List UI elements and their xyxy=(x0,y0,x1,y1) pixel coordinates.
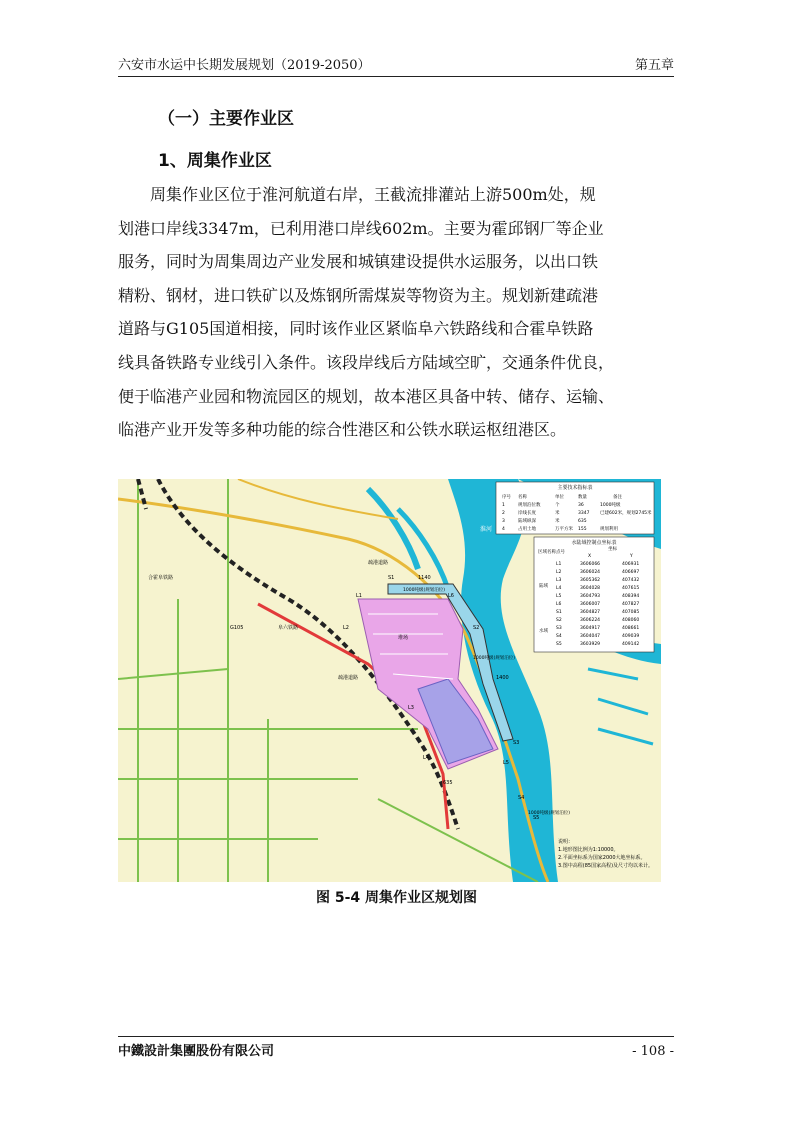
table1-cell: 1000吨级 xyxy=(600,503,621,508)
table2-cell: 3606007 xyxy=(580,602,601,607)
control-point-table xyxy=(534,537,654,652)
rail-label: 合霍阜铁路 xyxy=(148,575,174,581)
note-line: 2.平面坐标系为国家2000大地坐标系。 xyxy=(558,855,646,861)
table2-cell: L1 xyxy=(556,562,562,567)
table2-cell: 3604917 xyxy=(580,626,601,631)
table1-cell: 3347 xyxy=(578,511,590,516)
section-title: （一）主要作业区 xyxy=(158,109,294,129)
point-label: L2 xyxy=(343,625,349,631)
tech-index-table xyxy=(496,482,654,534)
table2-cell: 3606066 xyxy=(580,562,601,567)
page-header xyxy=(118,52,674,74)
table2-cell: 409142 xyxy=(622,642,640,647)
note-line: 3.图中高程(85国家高程)及尺寸均以米计。 xyxy=(558,863,654,869)
table1-cell: 米 xyxy=(555,519,560,524)
table2-cell: 3605362 xyxy=(580,578,601,583)
water-label: 水域 xyxy=(539,629,548,634)
table1-cell: 米 xyxy=(555,511,560,516)
table2-cell: L6 xyxy=(556,602,562,607)
table2-cell: 3604047 xyxy=(580,634,601,639)
berth-label: 1000吨级(规划泊位) xyxy=(528,811,570,816)
table1-cell: 2 xyxy=(502,511,505,516)
map-svg xyxy=(118,479,661,882)
paragraph-line: 划港口岸线3347m，已利用港口岸线602m。主要为霍邱钢厂等企业 xyxy=(118,218,604,238)
table2-cell: L3 xyxy=(556,578,562,583)
table1-header: 数量 xyxy=(578,495,587,500)
table2-cell: 409039 xyxy=(622,634,640,639)
paragraph-line: 服务，同时为周集周边产业发展和城镇建设提供水运服务，以出口铁 xyxy=(118,252,599,272)
paragraph-line: 道路与G105国道相接，同时该作业区紧临阜六铁路线和合霍阜铁路 xyxy=(118,319,594,339)
point-label: L4 xyxy=(423,755,429,761)
paragraph-line: 周集作业区位于淮河航道右岸，王截流排灌站上游500m处，规 xyxy=(118,185,596,204)
table2-cell: L5 xyxy=(556,594,562,599)
table1-title: 主要技术指标表 xyxy=(557,485,593,491)
table2-header: 区域名称 xyxy=(538,550,556,555)
river-label: 淮河 xyxy=(480,526,493,533)
table2-cell: 3606224 xyxy=(580,618,601,623)
table1-header: 名称 xyxy=(518,495,527,500)
body-paragraph xyxy=(118,178,674,447)
yard-label: 堆场 xyxy=(398,635,409,641)
dimension-label: 1140 xyxy=(418,575,431,581)
page-number: - 108 - xyxy=(632,1044,674,1059)
point-label: S3 xyxy=(513,740,520,746)
table1-cell: 岸线长度 xyxy=(518,511,536,516)
table2-cell: 408661 xyxy=(622,626,640,631)
rail-label: 阜六铁路 xyxy=(278,625,299,631)
company-name: 中鐵設計集團股份有限公司 xyxy=(118,1044,275,1059)
document-title: 六安市水运中长期发展规划（2019-2050） xyxy=(118,58,371,73)
table1-cell: 36 xyxy=(578,503,584,508)
table2-cell: S3 xyxy=(556,626,562,631)
table2-cell: 407085 xyxy=(622,610,640,615)
table1-cell: 1 xyxy=(502,503,505,508)
chapter-label: 第五章 xyxy=(634,58,674,73)
paragraph-line: 线具备铁路专业线引入条件。该段岸线后方陆域空旷，交通条件优良， xyxy=(118,352,615,372)
dimension-label: 635 xyxy=(443,780,453,786)
table1-cell: 规划泊位数 xyxy=(518,503,541,508)
table2-cell: 408394 xyxy=(622,594,640,599)
berth-label: 1000吨级(规划泊位) xyxy=(403,588,445,593)
table1-cell: 4 xyxy=(502,527,505,532)
table2-cell: 407432 xyxy=(622,578,640,583)
table2-cell: 3606024 xyxy=(580,570,601,575)
table2-cell: 406931 xyxy=(622,562,640,567)
port-planning-map xyxy=(118,479,661,882)
paragraph-line: 临港产业开发等多种功能的综合性港区和公铁水联运枢纽港区。 xyxy=(118,420,567,440)
footer-rule xyxy=(118,1036,674,1037)
table1-header: 备注 xyxy=(613,495,622,500)
note-line: 1.地形图比例为1:10000。 xyxy=(558,847,619,853)
table2-cell: 407615 xyxy=(622,586,640,591)
g105-label: G105 xyxy=(230,625,244,631)
table2-cell: S2 xyxy=(556,618,562,623)
berth-label: 1000吨级(规划泊位) xyxy=(473,656,515,661)
table1-cell: 个 xyxy=(555,503,560,508)
table2-subheader: X xyxy=(588,554,592,559)
point-label: L3 xyxy=(408,705,414,711)
table1-cell: 155 xyxy=(578,527,587,532)
table1-cell: 规划利用 xyxy=(600,527,618,532)
table2-title: 水陆域控制点坐标表 xyxy=(571,540,617,546)
table1-cell: 已建602米，规划2745米 xyxy=(600,511,652,516)
table2-header: 点号 xyxy=(556,550,565,555)
table2-header: 坐标 xyxy=(608,547,617,552)
point-label: S2 xyxy=(473,625,480,631)
point-label: L5 xyxy=(503,760,509,766)
table2-cell: S5 xyxy=(556,642,562,647)
table2-cell: 408060 xyxy=(622,618,640,623)
table1-cell: 635 xyxy=(578,519,587,524)
table2-cell: 3604827 xyxy=(580,610,601,615)
table2-cell: L4 xyxy=(556,586,562,591)
table2-cell: 3604028 xyxy=(580,586,601,591)
point-label: S1 xyxy=(388,575,395,581)
dimension-label: 1400 xyxy=(496,675,509,681)
paragraph-line: 便于临港产业园和物流园区的规划，故本港区具备中转、储存、运输、 xyxy=(118,386,615,406)
table2-cell: 3603929 xyxy=(580,642,601,647)
land-label: 陆域 xyxy=(539,584,548,589)
table2-cell: L2 xyxy=(556,570,562,575)
point-label: L6 xyxy=(448,593,454,599)
table1-cell: 陆域纵深 xyxy=(518,519,536,524)
note-line: 说明： xyxy=(558,839,574,845)
paragraph-line: 精粉、钢材，进口铁矿以及炼钢所需煤炭等物资为主。规划新建疏港 xyxy=(118,285,599,305)
figure-caption: 图 5-4 周集作业区规划图 xyxy=(315,890,478,906)
table2-cell: 407827 xyxy=(622,602,640,607)
table1-cell: 3 xyxy=(502,519,505,524)
table2-cell: S4 xyxy=(556,634,562,639)
table2-cell: S1 xyxy=(556,610,562,615)
table1-cell: 占用土地 xyxy=(518,527,536,532)
table1-header: 单位 xyxy=(555,495,564,500)
point-label: S4 xyxy=(518,795,525,801)
table2-cell: 406697 xyxy=(622,570,640,575)
subsection-title: 1、周集作业区 xyxy=(158,151,272,171)
header-rule xyxy=(118,76,674,77)
table1-header: 序号 xyxy=(502,495,511,500)
table2-subheader: Y xyxy=(630,554,633,559)
table1-cell: 万平方米 xyxy=(555,527,573,532)
table2-cell: 3604793 xyxy=(580,594,601,599)
point-label: L1 xyxy=(356,593,362,599)
road-label: 疏港道路 xyxy=(338,675,359,681)
road-label: 疏港道路 xyxy=(368,560,389,566)
point-label: S5 xyxy=(533,815,540,821)
